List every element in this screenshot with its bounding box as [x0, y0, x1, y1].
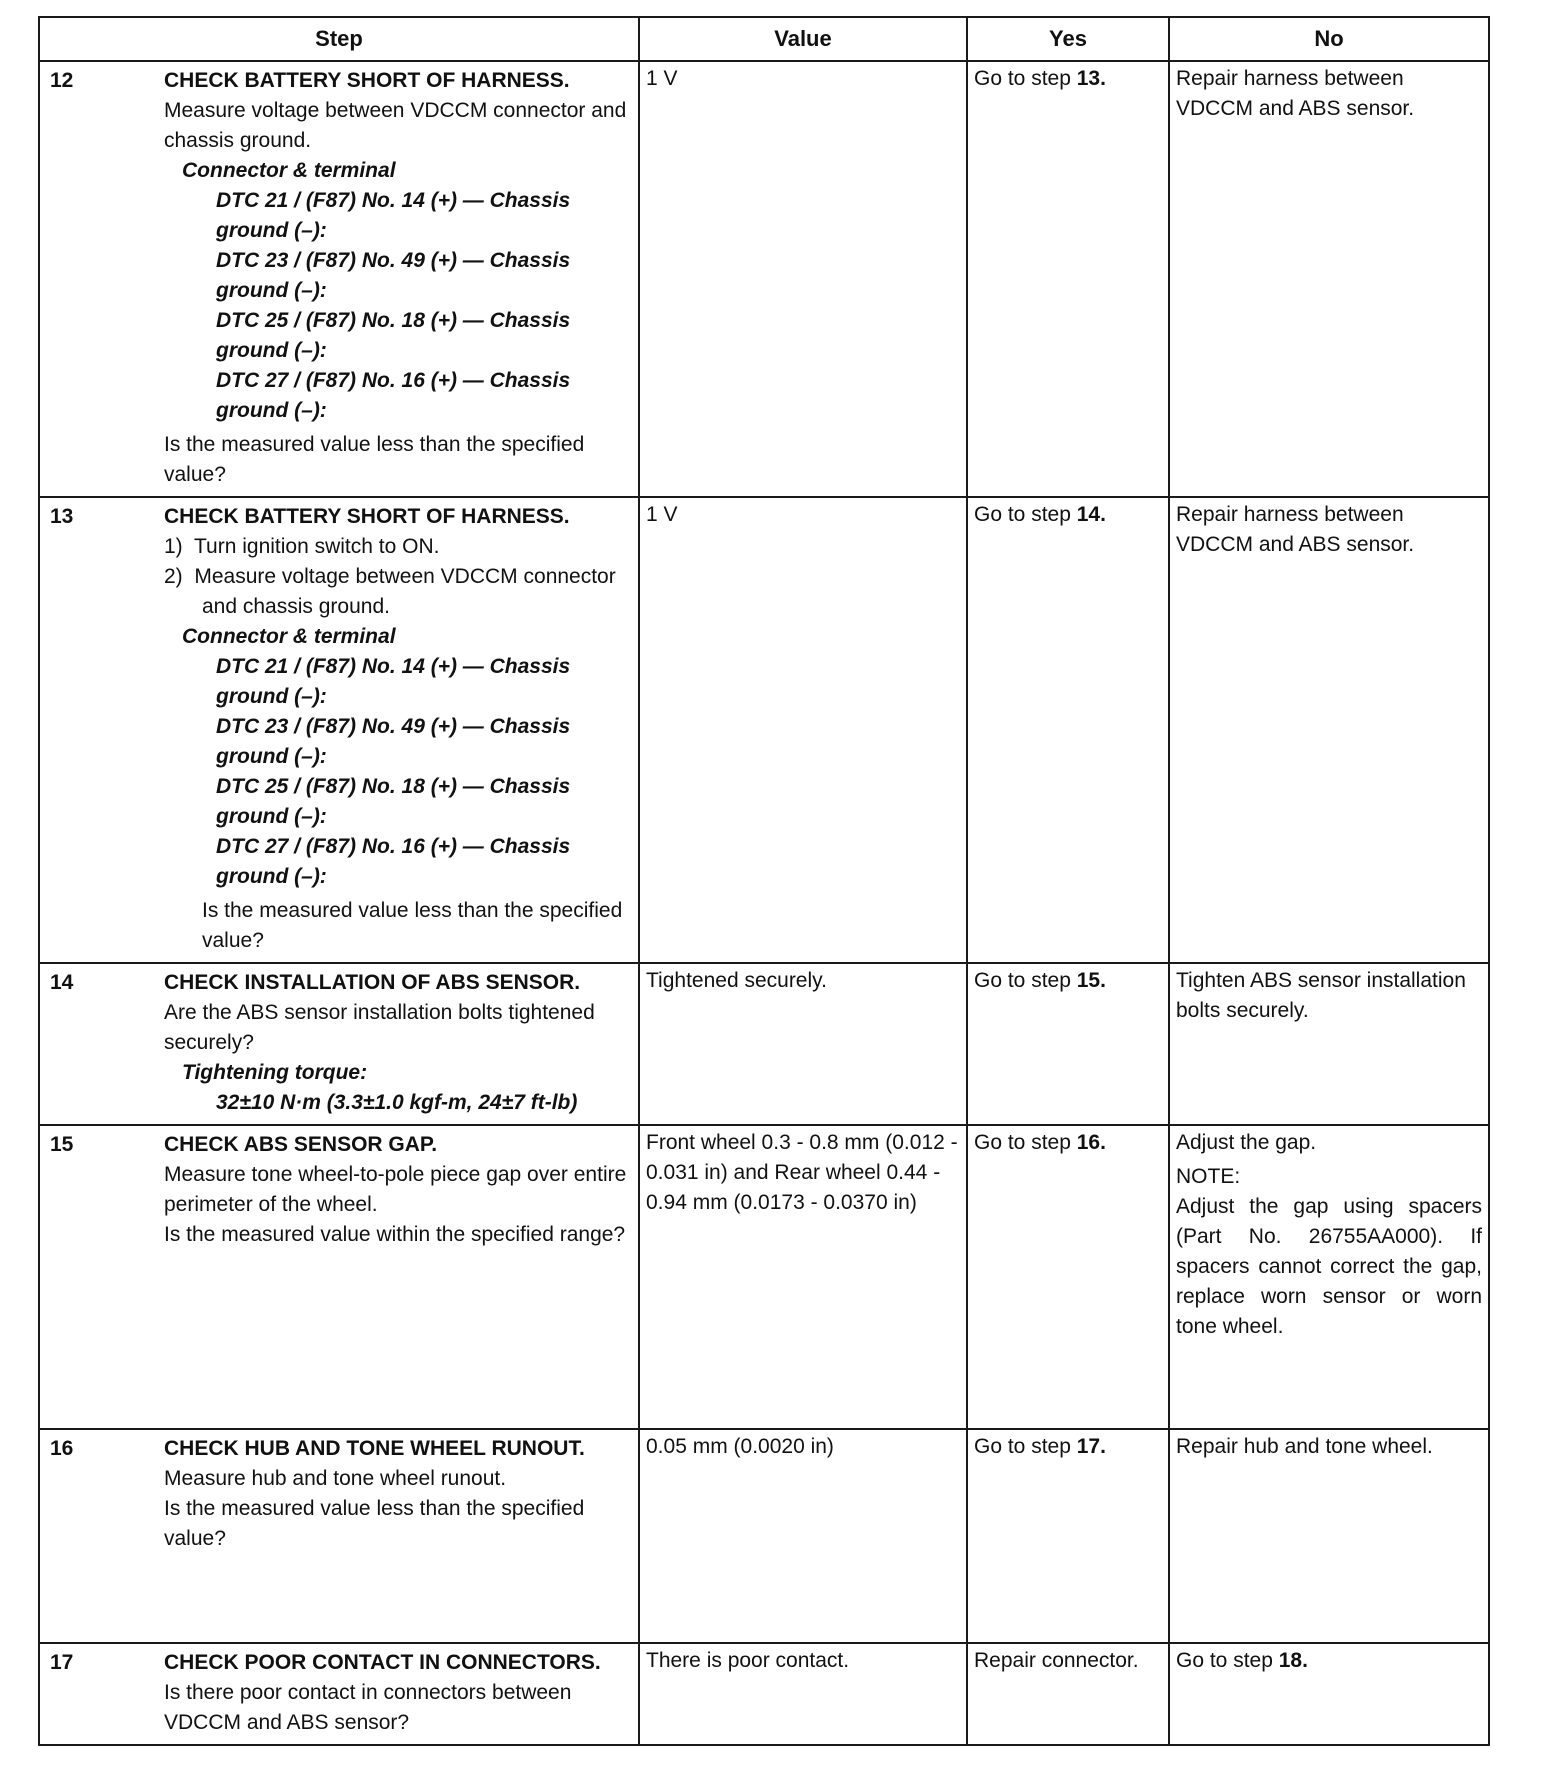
dtc-line-cont: ground (–): [216, 279, 327, 302]
dtc-line-cont: ground (–): [216, 685, 327, 708]
torque-value: 32±10 N·m (3.3±1.0 kgf-m, 24±7 ft-lb) [216, 1091, 578, 1114]
step-title: CHECK HUB AND TONE WHEEL RUNOUT. [164, 1437, 585, 1460]
no-cell: Repair harness between VDCCM and ABS sensor. [1169, 61, 1489, 497]
no-cell: Repair hub and tone wheel. [1169, 1429, 1489, 1643]
no-cell [1169, 1643, 1489, 1745]
yes-step-ref: 14. [1076, 503, 1106, 526]
table-row [39, 61, 1489, 497]
step-title: CHECK INSTALLATION OF ABS SENSOR. [164, 971, 581, 994]
connector-label: Connector & terminal [182, 625, 396, 648]
no-cell [1169, 1125, 1489, 1429]
value-cell: 0.05 mm (0.0020 in) [639, 1429, 967, 1643]
value-cell: There is poor contact. [639, 1643, 967, 1745]
step-intro: Is there poor contact in connectors between VDCCM and ABS sensor? [164, 1681, 572, 1734]
table-row [39, 1643, 1489, 1745]
yes-prefix: Go to step [974, 67, 1077, 90]
procedure-step-number: 1) [164, 535, 183, 558]
yes-step-ref: 15. [1076, 969, 1106, 992]
step-question: Is the measured value within the specified range? [164, 1223, 626, 1246]
value-cell: 1 V [639, 61, 967, 497]
header-row [39, 17, 1489, 61]
header-step: Step [39, 17, 639, 61]
dtc-line: DTC 27 / (F87) No. 16 (+) — Chassis [216, 369, 571, 392]
dtc-line: DTC 25 / (F87) No. 18 (+) — Chassis [216, 775, 571, 798]
step-title: CHECK BATTERY SHORT OF HARNESS. [164, 69, 570, 92]
step-question: Is the measured value less than the specified value? [202, 899, 623, 952]
yes-cell [967, 1125, 1169, 1429]
yes-step-ref: 17. [1076, 1435, 1106, 1458]
dtc-line: DTC 21 / (F87) No. 14 (+) — Chassis [216, 655, 571, 678]
step-number: 14 [50, 971, 74, 994]
no-step-ref: 18. [1278, 1649, 1308, 1672]
yes-prefix: Go to step [974, 1435, 1077, 1458]
step-number: 16 [50, 1437, 74, 1460]
step-intro: Measure voltage between VDCCM connector and chassis ground. [164, 99, 627, 152]
step-intro: Measure tone wheel-to-pole piece gap over entire perimeter of the wheel. [164, 1163, 627, 1216]
step-cell [39, 61, 639, 497]
note-text: Adjust the gap using spacers (Part No. 26755AA000). If spacers cannot correct the gap, replace worn sensor or worn tone wheel. [1176, 1195, 1482, 1338]
table-row [39, 963, 1489, 1125]
value-cell: Tightened securely. [639, 963, 967, 1125]
procedure-step [164, 562, 628, 622]
dtc-line: DTC 27 / (F87) No. 16 (+) — Chassis [216, 835, 571, 858]
dtc-line: DTC 23 / (F87) No. 49 (+) — Chassis [216, 249, 571, 272]
table-row [39, 497, 1489, 963]
torque-label: Tightening torque: [182, 1061, 368, 1084]
value-cell: Front wheel 0.3 - 0.8 mm (0.012 - 0.031 in) and Rear wheel 0.44 - 0.94 mm (0.0173 - 0.0370 in) [639, 1125, 967, 1429]
yes-prefix: Go to step [974, 1131, 1077, 1154]
step-title: CHECK POOR CONTACT IN CONNECTORS. [164, 1651, 601, 1674]
header-no: No [1169, 17, 1489, 61]
table-row [39, 1429, 1489, 1643]
dtc-line-cont: ground (–): [216, 805, 327, 828]
dtc-line-cont: ground (–): [216, 399, 327, 422]
diagnosis-table [38, 16, 1490, 1746]
yes-cell [967, 61, 1169, 497]
step-cell [39, 1643, 639, 1745]
procedure-step-number: 2) [164, 565, 183, 588]
dtc-line-cont: ground (–): [216, 745, 327, 768]
step-title: CHECK ABS SENSOR GAP. [164, 1133, 438, 1156]
step-number: 13 [50, 505, 74, 528]
note-label: NOTE: [1176, 1165, 1241, 1188]
step-intro: Measure hub and tone wheel runout. [164, 1467, 507, 1490]
step-question: Is the measured value less than the specified value? [164, 433, 585, 486]
no-action: Adjust the gap. [1176, 1131, 1317, 1154]
step-title: CHECK BATTERY SHORT OF HARNESS. [164, 505, 570, 528]
procedure-step-text: Turn ignition switch to ON. [193, 535, 440, 558]
step-intro: Are the ABS sensor installation bolts tightened securely? [164, 1001, 595, 1054]
procedure-step [164, 532, 628, 562]
dtc-line-cont: ground (–): [216, 219, 327, 242]
procedure-step-text: Measure voltage between VDCCM connector and chassis ground. [194, 565, 616, 618]
yes-step-ref: 13. [1076, 67, 1106, 90]
dtc-line-cont: ground (–): [216, 339, 327, 362]
step-number: 17 [50, 1651, 74, 1674]
no-cell: Tighten ABS sensor installation bolts securely. [1169, 963, 1489, 1125]
step-number: 15 [50, 1133, 74, 1156]
dtc-line: DTC 21 / (F87) No. 14 (+) — Chassis [216, 189, 571, 212]
no-cell: Repair harness between VDCCM and ABS sensor. [1169, 497, 1489, 963]
yes-prefix: Go to step [974, 969, 1077, 992]
yes-cell: Repair connector. [967, 1643, 1169, 1745]
table-row [39, 1125, 1489, 1429]
yes-prefix: Go to step [974, 503, 1077, 526]
no-prefix: Go to step [1176, 1649, 1279, 1672]
header-yes: Yes [967, 17, 1169, 61]
header-value: Value [639, 17, 967, 61]
step-cell [39, 1429, 639, 1643]
dtc-line-cont: ground (–): [216, 865, 327, 888]
yes-cell [967, 1429, 1169, 1643]
yes-step-ref: 16. [1076, 1131, 1106, 1154]
step-cell [39, 497, 639, 963]
yes-cell [967, 497, 1169, 963]
connector-label: Connector & terminal [182, 159, 396, 182]
dtc-line: DTC 25 / (F87) No. 18 (+) — Chassis [216, 309, 571, 332]
step-cell [39, 963, 639, 1125]
value-cell: 1 V [639, 497, 967, 963]
dtc-line: DTC 23 / (F87) No. 49 (+) — Chassis [216, 715, 571, 738]
step-number: 12 [50, 69, 74, 92]
step-question: Is the measured value less than the specified value? [164, 1497, 585, 1550]
step-cell [39, 1125, 639, 1429]
yes-cell [967, 963, 1169, 1125]
